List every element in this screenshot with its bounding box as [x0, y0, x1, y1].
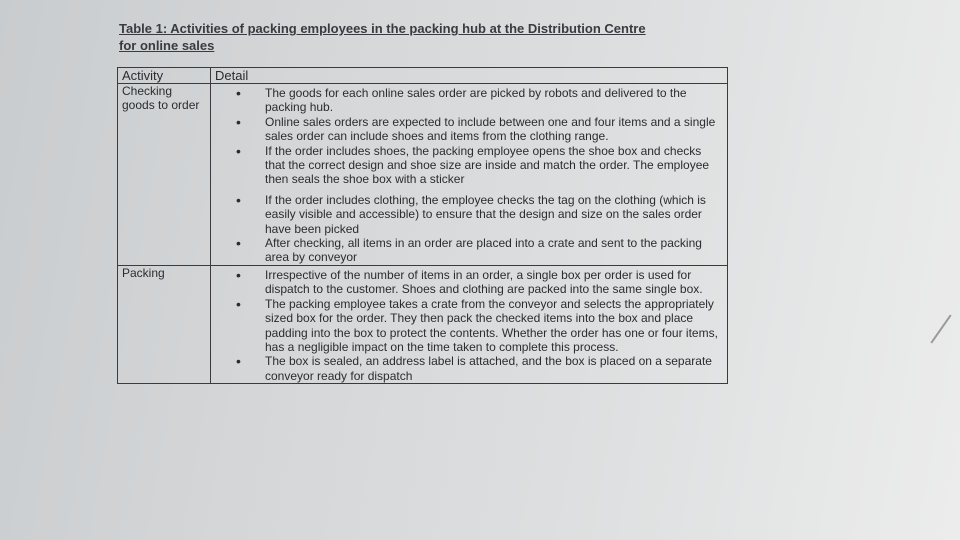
detail-item: • If the order includes shoes, the packing employee opens the shoe box and checks that the correct design and shoe size are inside and match the order. The employee then seals the shoe box with a sticker — [236, 142, 710, 187]
caption-line-2: for online sales — [119, 38, 215, 53]
detail-item: • After checking, all items in an order are placed into a crate and sent to the packing area by conveyor — [236, 235, 702, 265]
bullet-icon: • — [236, 266, 241, 283]
detail-item: • The packing employee takes a crate from the conveyor and selects the appropriately sized box for the order. They then pack the checked items into the box and place padding into the box to protect the contents. Whether the order has one or four items, has a negligible impact on the time taken to complete this process. — [236, 295, 718, 354]
detail-item: • The box is sealed, an address label is attached, and the box is placed on a separate conveyor ready for dispatch — [236, 353, 712, 383]
caption-line-1: Table 1: Activities of packing employees in the packing hub at the Distribution Centre — [119, 21, 646, 36]
bullet-icon: • — [236, 113, 241, 130]
activity-column-header: Activity — [118, 68, 211, 84]
activities-table — [117, 67, 728, 384]
pen-mark — [930, 315, 951, 344]
detail-cell-packing — [211, 265, 728, 383]
activity-cell-packing: Packing — [118, 265, 211, 383]
bullet-icon: • — [236, 191, 241, 208]
detail-cell-checking — [211, 84, 728, 266]
detail-item: • The goods for each online sales order are picked by robots and delivered to the packing hub. — [236, 85, 687, 115]
table-caption — [119, 20, 739, 54]
detail-item: • Irrespective of the number of items in an order, a single box per order is used for dispatch to the customer. Shoes and clothing are packed into the same single box. — [236, 266, 703, 297]
detail-item: • Online sales orders are expected to include between one and four items and a single sales order can include shoes and items from the clothing range. — [236, 113, 716, 144]
bullet-icon: • — [236, 353, 241, 370]
table-row-packing — [118, 265, 728, 383]
bullet-icon: • — [236, 295, 241, 312]
detail-item: • If the order includes clothing, the employee checks the tag on the clothing (which is easily visible and accessible) to ensure that the design and size on the sales order have been picked — [236, 191, 706, 236]
detail-column-header: Detail — [211, 68, 728, 84]
table-row-checking — [118, 84, 728, 266]
table-header-row — [118, 68, 728, 84]
bullet-icon: • — [236, 235, 241, 252]
bullet-icon: • — [236, 85, 241, 101]
activity-cell-checking: Checking goods to order — [118, 84, 211, 266]
bullet-icon: • — [236, 142, 241, 159]
